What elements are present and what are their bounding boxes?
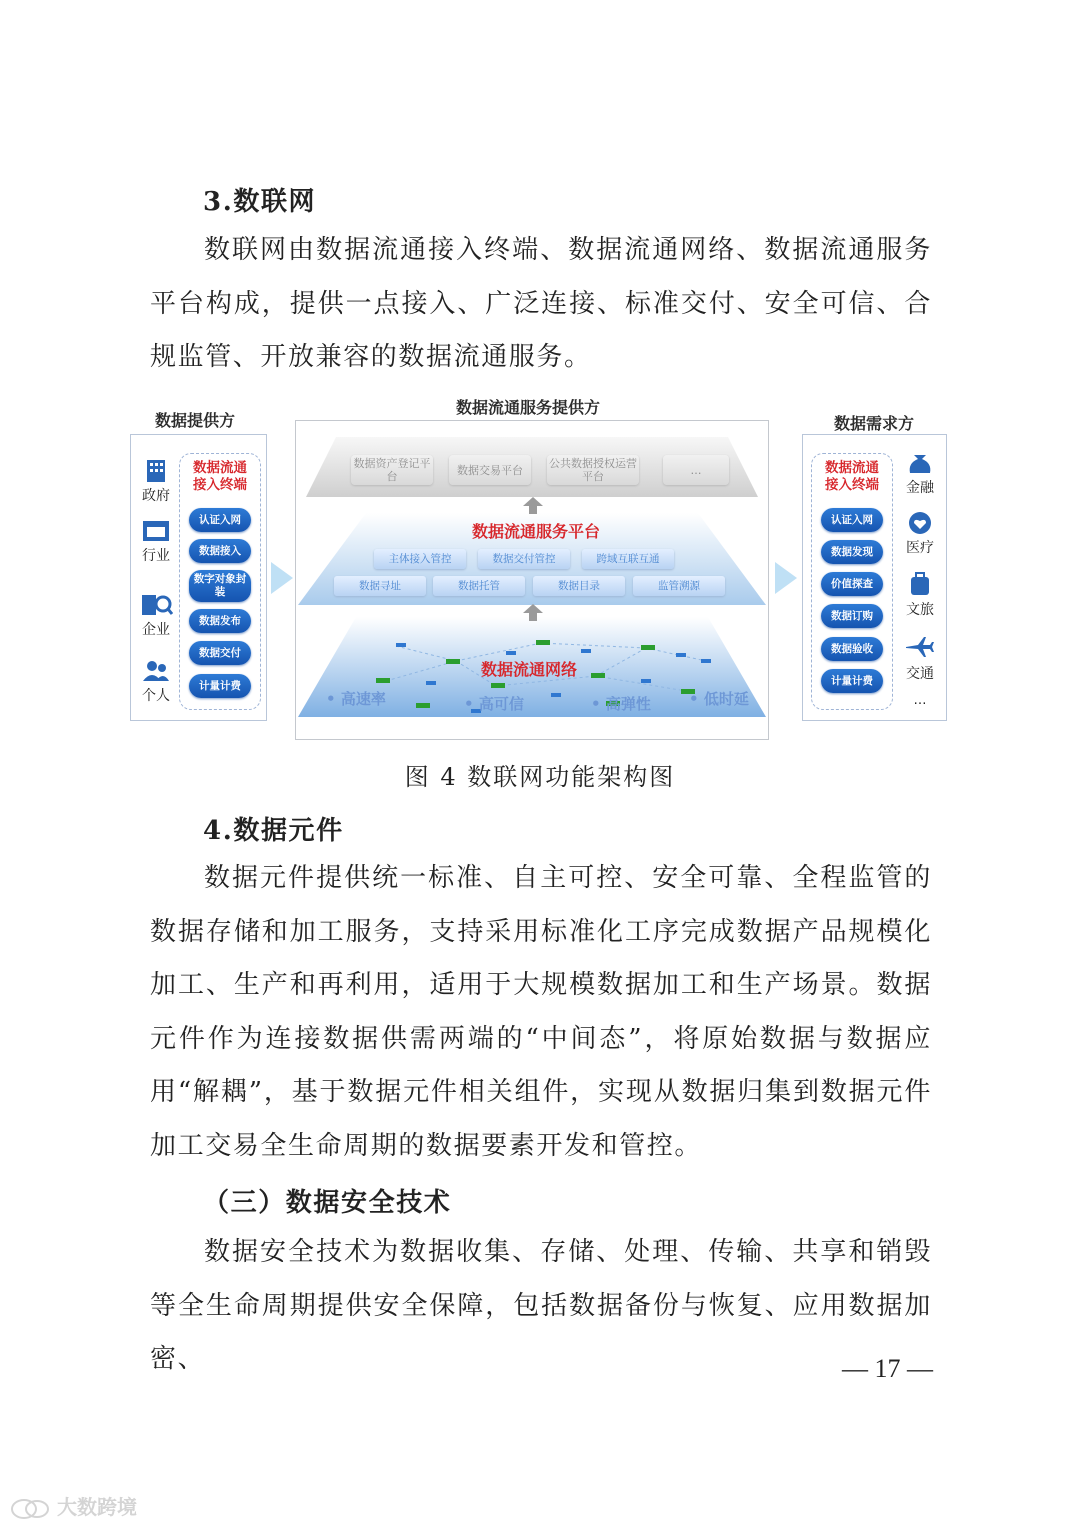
demander-label: 交通 bbox=[906, 666, 934, 682]
subsection-heading: （三）数据安全技术 bbox=[203, 1188, 452, 1218]
medical-entity bbox=[895, 511, 945, 557]
terminal-label: 数据流通接入终端 bbox=[193, 460, 247, 493]
provider-label: 行业 bbox=[142, 548, 170, 564]
demand-pill: 数据发现 bbox=[821, 540, 883, 564]
provider-pill: 数字对象封装 bbox=[189, 570, 251, 602]
up-arrow bbox=[523, 497, 543, 506]
platform-box: 数据寻址 bbox=[334, 576, 426, 596]
demand-pill: 计量计费 bbox=[821, 669, 883, 693]
individual-entity bbox=[131, 659, 181, 705]
section-heading: 4.数据元件 bbox=[203, 816, 344, 846]
provider-pill: 数据交付 bbox=[189, 641, 251, 665]
demander-label: 文旅 bbox=[906, 602, 934, 618]
top-layer-box: … bbox=[663, 455, 729, 485]
money-bag-icon bbox=[906, 449, 934, 475]
body-paragraph: 数据元件提供统一标准、自主可控、安全可靠、全程监管的数据存储和加工服务，支持采用标准化工序完成数据产品规模化加工、生产和再利用，适用于大规模数据加工和生产场景。数据元件作为连接数据供需两端的“中间态”，将原始数据与数据应用“解耦”，基于数据元件相关组件，实现从数据归集到数据元件加工交易全生命周期的数据要素开发和管控。 bbox=[150, 863, 932, 1161]
watermark bbox=[10, 1491, 137, 1520]
provider-pill: 计量计费 bbox=[189, 674, 251, 698]
finance-entity bbox=[895, 449, 945, 497]
page-number: — 17 — bbox=[842, 1354, 933, 1383]
people-icon bbox=[142, 659, 170, 683]
more-entities: … bbox=[913, 693, 927, 708]
gov-entity bbox=[131, 457, 181, 505]
enterprise-search-icon bbox=[139, 591, 173, 617]
demand-pill: 数据订购 bbox=[821, 604, 883, 628]
demand-pill: 数据验收 bbox=[821, 637, 883, 661]
body-paragraph: 数据安全技术为数据收集、存储、处理、传输、共享和销毁等全生命周期提供安全保障，包括数据备份与恢复、应用数据加密、 bbox=[150, 1237, 932, 1374]
culture-tourism-entity bbox=[895, 571, 945, 619]
demand-panel bbox=[802, 434, 947, 721]
provider-label: 个人 bbox=[142, 688, 170, 704]
section-heading: 3.数联网 bbox=[203, 187, 317, 217]
up-arrow-stem bbox=[529, 506, 537, 514]
terminal-label: 数据流通接入终端 bbox=[825, 460, 879, 493]
network-label: 数据流通网络 bbox=[481, 660, 578, 679]
factory-icon bbox=[141, 517, 171, 543]
demander-label: 金融 bbox=[906, 480, 934, 496]
provider-label: 政府 bbox=[142, 488, 170, 504]
provider-pill: 数据发布 bbox=[189, 609, 251, 633]
up-arrow bbox=[523, 604, 543, 613]
heart-icon bbox=[907, 511, 933, 535]
provider-pill: 数据接入 bbox=[189, 539, 251, 563]
service-title: 数据流通服务提供方 bbox=[456, 398, 601, 417]
provider-pill: 认证入网 bbox=[189, 508, 251, 532]
demander-label: 医疗 bbox=[906, 540, 934, 556]
enterprise-entity bbox=[131, 591, 181, 639]
demand-pill: 价值探查 bbox=[821, 572, 883, 596]
provider-panel bbox=[130, 434, 267, 721]
network-feature: • 高速率 bbox=[326, 690, 386, 708]
watermark-text: 大数跨境 bbox=[56, 1495, 137, 1519]
top-layer-box: 数据资产登记平台 bbox=[351, 455, 433, 485]
platform-box: 主体接入管控 bbox=[374, 549, 466, 569]
feature-text: 高可信 bbox=[478, 695, 524, 713]
up-arrow-stem bbox=[529, 613, 537, 621]
provider-label: 企业 bbox=[142, 622, 170, 638]
platform-label: 数据流通服务平台 bbox=[472, 522, 601, 541]
network-feature: • 低时延 bbox=[689, 690, 749, 708]
feature-text: 高速率 bbox=[340, 690, 386, 708]
luggage-icon bbox=[907, 571, 933, 597]
top-layer-box: 数据交易平台 bbox=[449, 455, 531, 485]
platform-box: 数据目录 bbox=[533, 576, 625, 596]
building-icon bbox=[143, 457, 169, 483]
network-graph bbox=[296, 621, 768, 740]
provider-terminal bbox=[179, 453, 261, 710]
flow-arrow-right bbox=[271, 562, 293, 594]
chat-bubble-icon bbox=[10, 1498, 50, 1520]
industry-entity bbox=[131, 517, 181, 565]
platform-box: 跨域互联互通 bbox=[582, 549, 674, 569]
network-feature: • 高弹性 bbox=[591, 695, 651, 713]
demand-pill: 认证入网 bbox=[821, 508, 883, 532]
body-paragraph: 数联网由数据流通接入终端、数据流通网络、数据流通服务平台构成，提供一点接入、广泛连接、标准交付、安全可信、合规监管、开放兼容的数据流通服务。 bbox=[150, 235, 932, 372]
provider-title: 数据提供方 bbox=[155, 411, 236, 430]
demand-title: 数据需求方 bbox=[834, 414, 915, 433]
network-feature: • 高可信 bbox=[464, 695, 524, 713]
top-layer-box: 公共数据授权运营平台 bbox=[549, 457, 637, 483]
platform-box: 数据交付管控 bbox=[478, 549, 570, 569]
platform-box: 数据托管 bbox=[433, 576, 525, 596]
service-panel bbox=[295, 420, 769, 740]
feature-text: 高弹性 bbox=[605, 695, 651, 713]
plane-icon bbox=[904, 635, 936, 661]
feature-text: 低时延 bbox=[703, 690, 749, 708]
flow-arrow-right bbox=[775, 562, 797, 594]
demand-terminal bbox=[811, 453, 893, 710]
platform-box: 监管溯源 bbox=[633, 576, 725, 596]
figure-caption: 图 4 数联网功能架构图 bbox=[404, 763, 676, 791]
transport-entity bbox=[895, 635, 945, 683]
